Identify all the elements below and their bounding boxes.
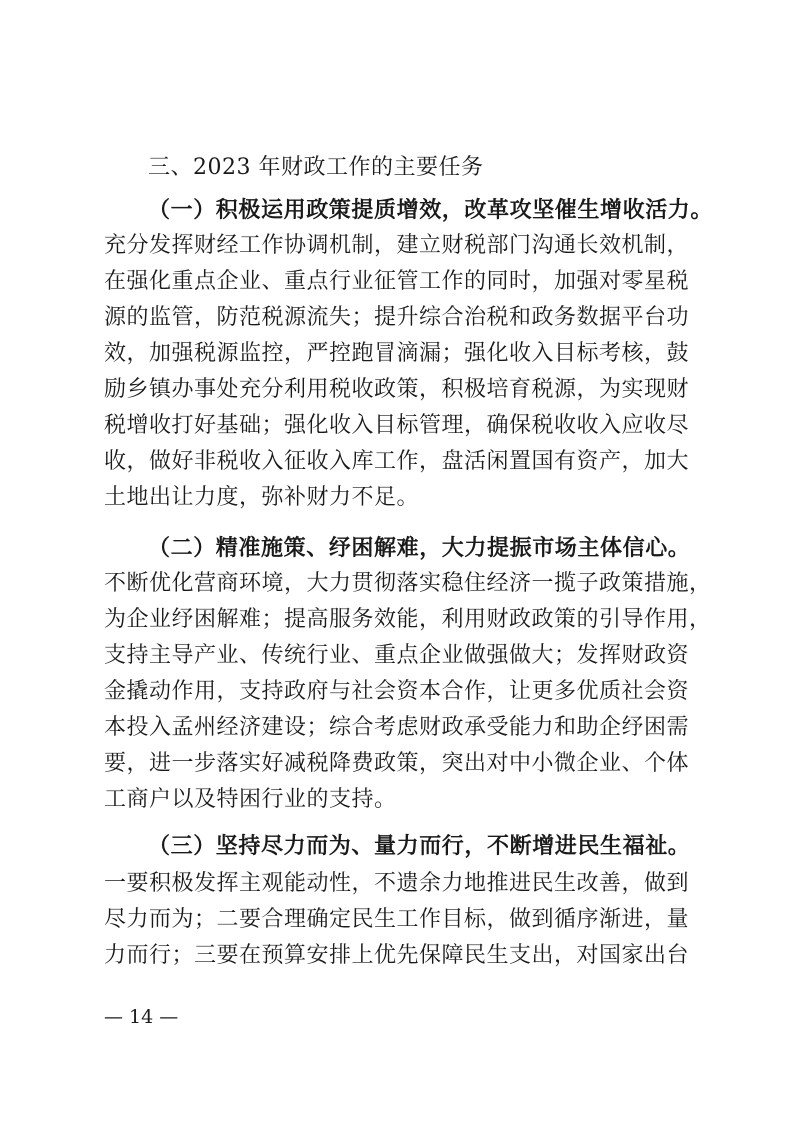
paragraph-3-line-3: 力而行；三要在预算安排上优先保障民生支出，对国家出台	[104, 943, 690, 968]
paragraph-2-line-6: 要，进一步落实好减税降费政策，突出对中小微企业、个体	[104, 751, 690, 776]
subheading-3: （三）坚持尽力而为、量力而行，不断增进民生福祉。	[148, 833, 691, 859]
paragraph-2-line-7: 工商户以及特困行业的支持。	[104, 787, 397, 812]
paragraph-2-line-4: 金撬动作用，支持政府与社会资本合作，让更多优质社会资	[104, 679, 690, 704]
paragraph-1-line-5: 励乡镇办事处充分利用税收政策，积极培育税源，为实现财	[104, 377, 690, 402]
paragraph-3-line-2: 尽力而为；二要合理确定民生工作目标，做到循序渐进，量	[104, 907, 690, 932]
subheading-1: （一）积极运用政策提质增效，改革攻坚催生增收活力。	[148, 197, 714, 223]
page-number: — 14 —	[104, 1006, 179, 1028]
subheading-2: （二）精准施策、纾困解难，大力提振市场主体信心。	[148, 535, 691, 561]
paragraph-2-line-2: 为企业纾困解难；提高服务效能，利用财政政策的引导作用，	[104, 607, 712, 632]
paragraph-2-line-1: 不断优化营商环境，大力贯彻落实稳住经济一揽子政策措施，	[104, 571, 712, 596]
paragraph-1-line-3: 源的监管，防范税源流失；提升综合治税和政务数据平台功	[104, 305, 690, 330]
paragraph-1-line-2: 在强化重点企业、重点行业征管工作的同时，加强对零星税	[104, 269, 690, 294]
paragraph-1-line-8: 土地出让力度，弥补财力不足。	[104, 485, 420, 510]
section-title: 三、2023 年财政工作的主要任务	[148, 155, 484, 180]
paragraph-1-line-6: 税增收打好基础；强化收入目标管理，确保税收收入应收尽	[104, 413, 690, 438]
paragraph-3-line-1: 一要积极发挥主观能动性，不遗余力地推进民生改善，做到	[104, 871, 690, 896]
paragraph-1-line-7: 收，做好非税收入征收入库工作，盘活闲置国有资产，加大	[104, 449, 690, 474]
paragraph-2-line-5: 本投入孟州经济建设；综合考虑财政承受能力和助企纾困需	[104, 715, 690, 740]
paragraph-1-line-4: 效，加强税源监控，严控跑冒滴漏；强化收入目标考核，鼓	[104, 341, 690, 366]
paragraph-2-line-3: 支持主导产业、传统行业、重点企业做强做大；发挥财政资	[104, 643, 690, 668]
paragraph-1-line-1: 充分发挥财经工作协调机制，建立财税部门沟通长效机制，	[104, 233, 690, 258]
